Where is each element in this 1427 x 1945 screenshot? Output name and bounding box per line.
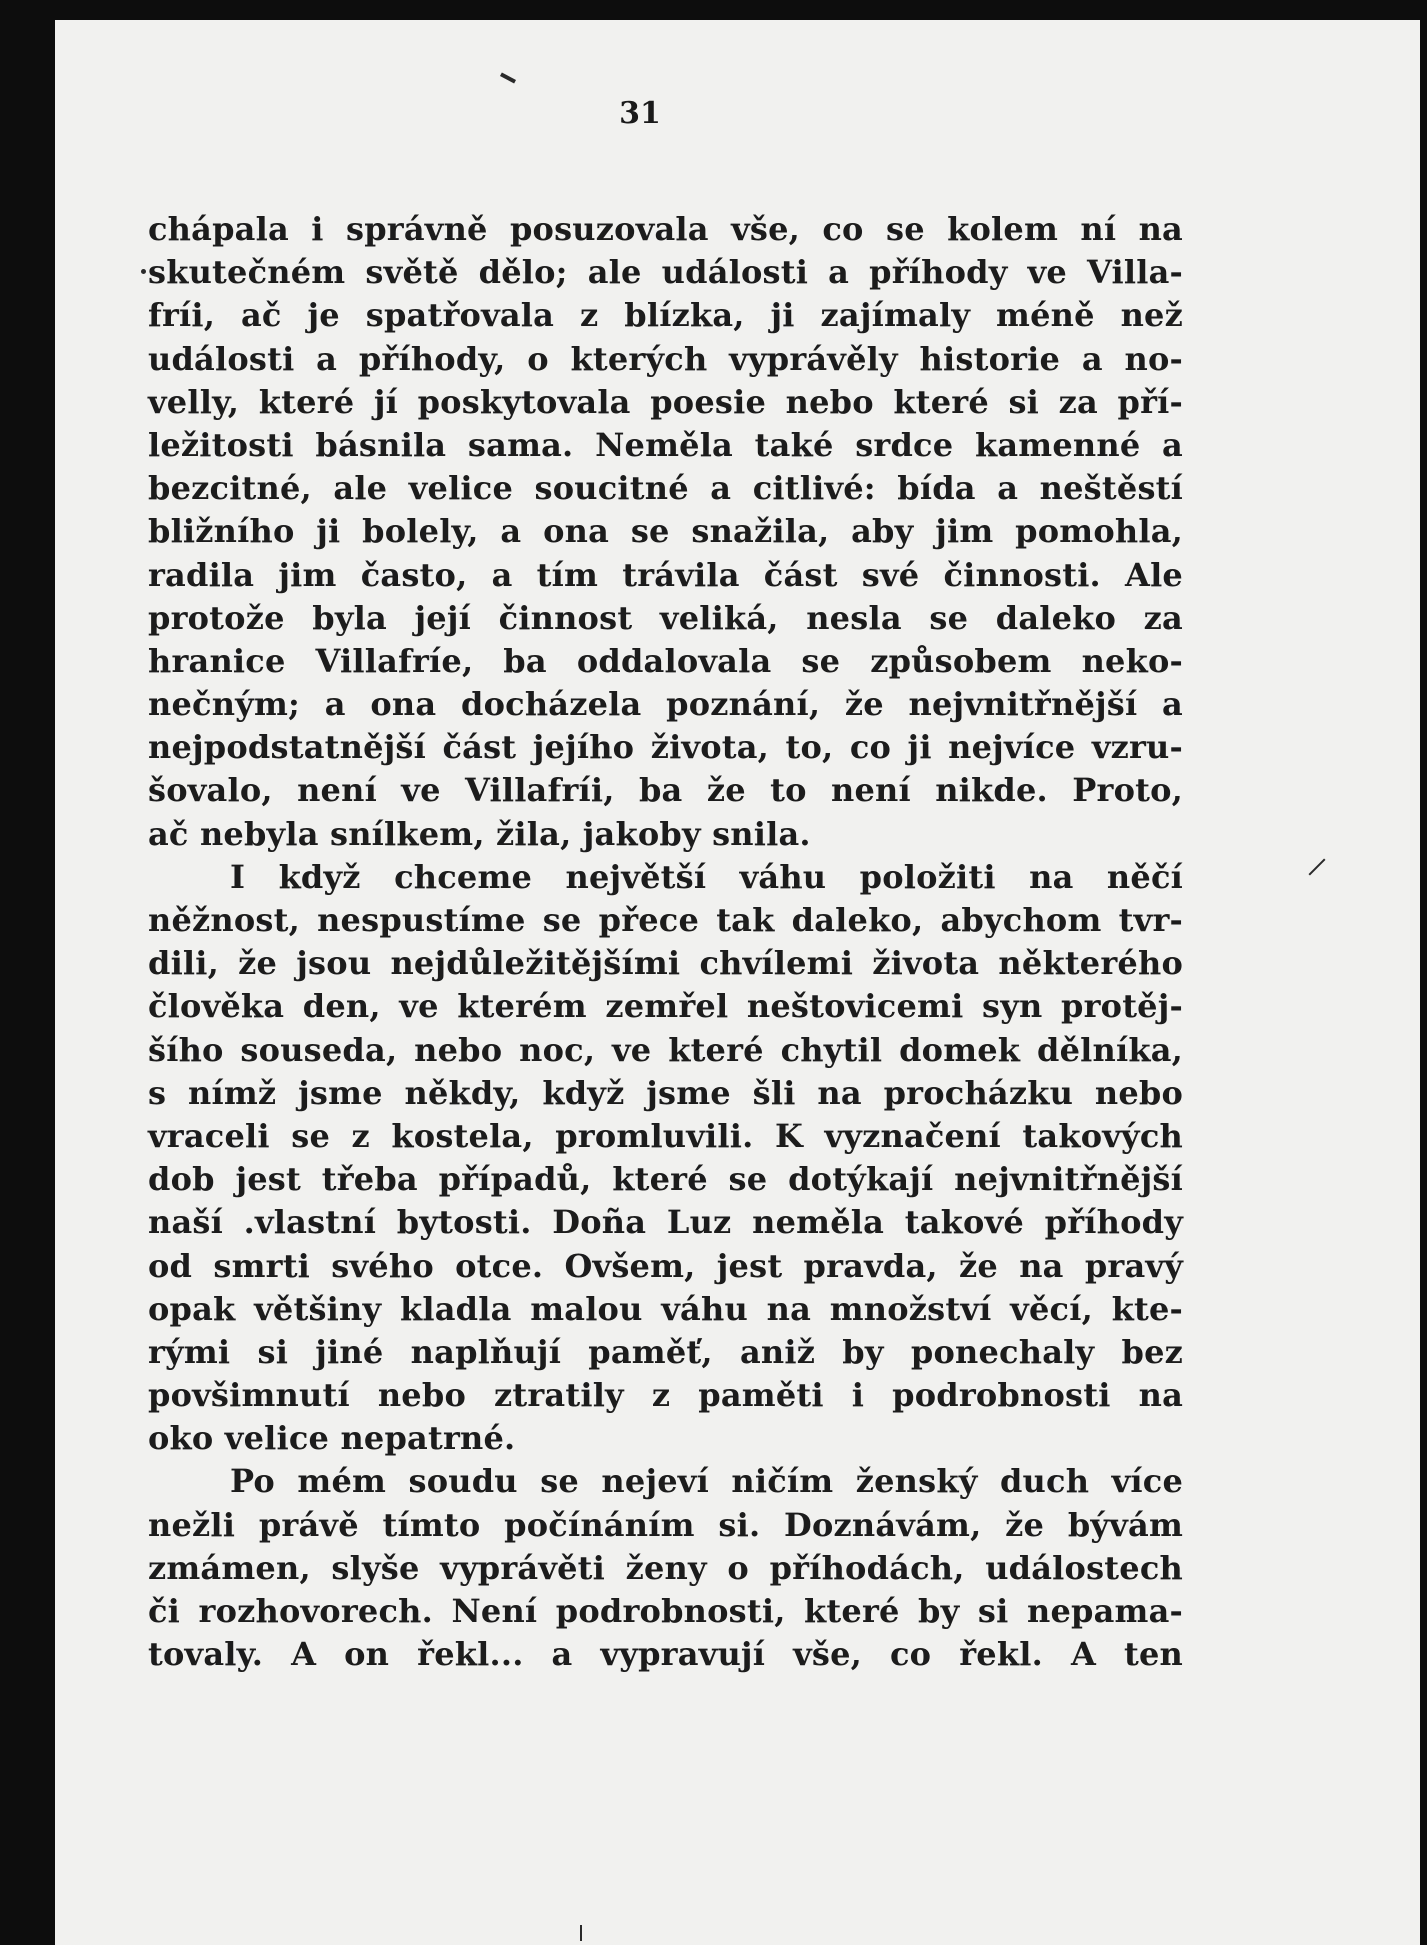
scan-mark-left [141,269,146,274]
text-line: dili, že jsou nejdůležitějšími chvílemi života některého [148,944,1183,983]
text-line: vraceli se z kostela, promluvili. K vyznačení takových [148,1116,1183,1155]
text-line: bezcitné, ale velice soucitné a citlivé: bída a neštěstí [148,469,1183,508]
text-line: chápala i správně posuzovala vše, co se kolem ní na [148,210,1183,248]
text-line: povšimnutí nebo ztratily z paměti i podrobnosti na [148,1376,1183,1415]
scan-mark-bottom [580,1925,582,1941]
text-line: dob jest třeba případů, které se dotýkají nejvnitřnější [148,1160,1183,1199]
text-line: I když chceme největší váhu položiti na něčí [230,857,1183,896]
text-line: ač nebyla snílkem, žila, jakoby snila. [148,814,811,853]
text-line: od smrti svého otce. Ovšem, jest pravda, že na pravý [148,1246,1183,1285]
page-number: 31 [619,96,661,131]
text-line: nejpodstatnější část jejího života, to, co ji nejvíce vzru- [148,728,1183,767]
text-line: šovalo, není ve Villafríi, ba že to není nikde. Proto, [148,771,1183,810]
text-line: nežli právě tímto počínáním si. Doznávám, že bývám [148,1505,1183,1544]
text-line: oko velice nepatrné. [148,1419,516,1458]
text-line: s nímž jsme někdy, když jsme šli na procházku nebo [148,1073,1183,1112]
text-line: něžnost, nespustíme se přece tak daleko, abychom tvr- [148,901,1183,939]
text-line: či rozhovorech. Není podrobnosti, které by si nepama- [148,1592,1183,1630]
body-text [148,208,1183,1676]
text-line: ležitosti básnila sama. Neměla také srdce kamenné a [148,425,1183,464]
text-line: rými si jiné naplňují paměť, aniž by ponechaly bez [148,1332,1183,1371]
text-line: opak většiny kladla malou váhu na množství věcí, kte- [148,1289,1183,1328]
text-line: události a příhody, o kterých vyprávěly historie a no- [148,339,1183,378]
text-line: bližního ji bolely, a ona se snažila, aby jim pomohla, [148,512,1183,551]
text-line: hranice Villafríe, ba oddalovala se způsobem neko- [148,641,1183,680]
text-line: tovaly. A on řekl... a vypravují vše, co řekl. A ten [148,1635,1183,1674]
text-line: šího souseda, nebo noc, ve které chytil domek dělníka, [148,1030,1183,1069]
text-line: protože byla její činnost veliká, nesla se daleko za [148,598,1183,637]
text-line: radila jim často, a tím trávila část své činnosti. Ale [148,555,1183,594]
text-line: zmámen, slyše vyprávěti ženy o příhodách, událostech [148,1548,1183,1587]
text-line: Po mém soudu se nejeví ničím ženský duch více [230,1462,1183,1501]
text-line: velly, které jí poskytovala poesie nebo které si za pří- [148,382,1183,421]
text-line: naší .vlastní bytosti. Doña Luz neměla takové příhody [148,1203,1183,1242]
text-line: skutečném světě dělo; ale události a příhody ve Villa- [148,253,1183,292]
text-line: nečným; a ona docházela poznání, že nejvnitřnější a [148,685,1183,724]
text-line: člověka den, ve kterém zemřel neštovicemi syn protěj- [148,987,1183,1026]
text-line: fríi, ač je spatřovala z blízka, ji zajímaly méně než [148,296,1183,335]
